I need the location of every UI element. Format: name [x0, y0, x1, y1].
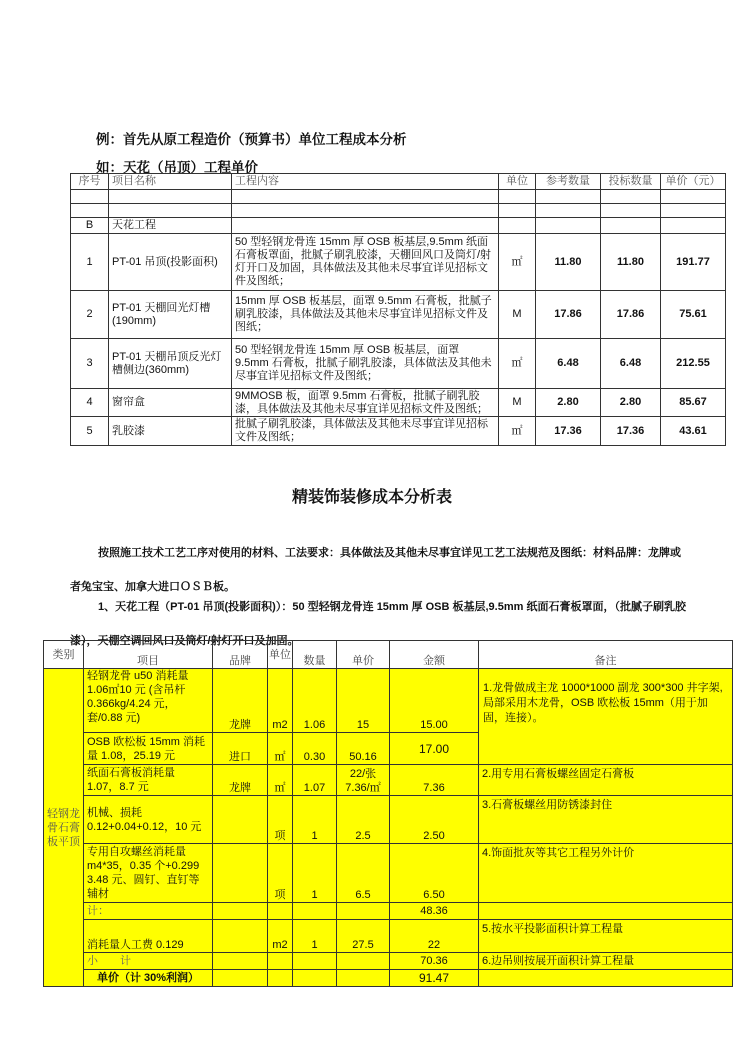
- row-unit: m2: [268, 920, 293, 953]
- table-row: [71, 291, 726, 339]
- row-bid-qty: 17.36: [601, 417, 661, 446]
- section-row: [71, 218, 726, 234]
- row-name: 窗帘盒: [109, 389, 232, 417]
- row-no: 4: [71, 389, 109, 417]
- row-qty: 1.07: [293, 765, 337, 796]
- row-qty: 1.06: [293, 669, 337, 733]
- category-cell: 轻钢龙骨石膏板平顶: [44, 669, 84, 987]
- row-brand: [213, 844, 268, 903]
- table-row: [44, 953, 733, 970]
- header-cell: 投标数量: [601, 174, 661, 190]
- page-title: 精装饰装修成本分析表: [291, 489, 452, 506]
- row-unit: ㎡: [499, 417, 536, 446]
- row-unit: M: [499, 389, 536, 417]
- ceiling-paragraph: 1、天花工程（PT-01 吊顶(投影面积)）：50 型轻钢龙骨连 15mm 厚 OSB 板基层,9.5mm 纸面石膏板罩面，（批腻子刷乳胶漆），天棚空调回风口及筒灯/射灯开口及加固。: [70, 601, 686, 647]
- row-price: 6.5: [337, 844, 390, 903]
- row-unit: M: [499, 291, 536, 339]
- row-unit: m2: [268, 669, 293, 733]
- row-price: 85.67: [661, 389, 726, 417]
- row-price: 43.61: [661, 417, 726, 446]
- intro-line-2: 如：天花（吊顶）工程单价: [96, 160, 258, 175]
- header-cell: 类别: [44, 641, 84, 669]
- row-ref-qty: 17.36: [536, 417, 601, 446]
- row-no: 2: [71, 291, 109, 339]
- row-item: 消耗量人工费 0.129: [84, 920, 213, 953]
- table-row: [71, 417, 726, 446]
- row-name: 乳胶漆: [109, 417, 232, 446]
- row-brand: 龙牌: [213, 669, 268, 733]
- row-item: 轻钢龙骨 u50 消耗量 1.06㎡10 元 (含吊杆 0.366kg/4.24 元，套/0.88 元): [84, 669, 213, 733]
- header-cell: 单价（元）: [661, 174, 726, 190]
- intro-line-1: 例：首先从原工程造价（预算书）单位工程成本分析: [96, 132, 407, 147]
- row-amount: 70.36: [390, 953, 479, 970]
- row-item: 小 计: [84, 953, 213, 970]
- header-cell: 数量: [293, 641, 337, 669]
- header-cell: 金额: [390, 641, 479, 669]
- header-cell: 备注: [479, 641, 733, 669]
- table-row: [44, 796, 733, 844]
- row-amount: 2.50: [390, 796, 479, 844]
- section-code: B: [71, 218, 109, 234]
- row-amount: 6.50: [390, 844, 479, 903]
- row-amount: 15.00: [390, 669, 479, 733]
- header-cell: 参考数量: [536, 174, 601, 190]
- table-row: [44, 920, 733, 953]
- row-amount: 22: [390, 920, 479, 953]
- row-price: 27.5: [337, 920, 390, 953]
- row-unit: ㎡: [268, 733, 293, 765]
- row-brand: 进口: [213, 733, 268, 765]
- table-row: [44, 970, 733, 987]
- table-row: [44, 903, 733, 920]
- row-unit: ㎡: [268, 765, 293, 796]
- row-content: 15mm 厚 OSB 板基层，面罩 9.5mm 石膏板，批腻子刷乳胶漆，具体做法及其他未尽事宜详见招标文件及图纸；: [232, 291, 499, 339]
- row-unit: 项: [268, 844, 293, 903]
- row-price: 75.61: [661, 291, 726, 339]
- header-cell: 序号: [71, 174, 109, 190]
- row-name: PT-01 吊顶(投影面积): [109, 234, 232, 291]
- row-content: 批腻子刷乳胶漆，具体做法及其他未尽事宜详见招标文件及图纸；: [232, 417, 499, 446]
- table-row: [44, 765, 733, 796]
- row-item: 单价（计 30%利润）: [84, 970, 213, 987]
- row-item: OSB 欧松板 15mm 消耗量 1.08，25.19 元: [84, 733, 213, 765]
- note: 6.边吊则按展开面积计算工程量: [479, 953, 733, 970]
- row-name: PT-01 天棚吊顶反光灯槽侧边(360mm): [109, 339, 232, 389]
- row-item: 纸面石膏板消耗量 1.07，8.7 元: [84, 765, 213, 796]
- header-cell: 单价: [337, 641, 390, 669]
- empty-row: [71, 190, 726, 204]
- row-qty: 1: [293, 796, 337, 844]
- row-content: 9MMOSB 板，面罩 9.5mm 石膏板，批腻子刷乳胶漆，具体做法及其他未尽事宜详见招标文件及图纸；: [232, 389, 499, 417]
- row-qty: 0.30: [293, 733, 337, 765]
- row-content: 50 型轻钢龙骨连 15mm 厚 OSB 板基层,9.5mm 纸面石膏板罩面，批腻子刷乳胶漆，天棚回风口及筒灯/射灯开口及加固，具体做法及其他未尽事宜详见招标文件及图纸；: [232, 234, 499, 291]
- note: 1.龙骨做成主龙 1000*1000 副龙 300*300 井字架,局部采用木龙骨，OSB 欧松板 15mm（用于加固，连接）。: [479, 669, 733, 765]
- table-row: [71, 389, 726, 417]
- row-ref-qty: 11.80: [536, 234, 601, 291]
- note: 3.石膏板螺丝用防锈漆封住: [479, 796, 733, 844]
- row-no: 3: [71, 339, 109, 389]
- row-ref-qty: 2.80: [536, 389, 601, 417]
- header-cell: 项目: [84, 641, 213, 669]
- row-bid-qty: 2.80: [601, 389, 661, 417]
- row-price: 191.77: [661, 234, 726, 291]
- row-bid-qty: 11.80: [601, 234, 661, 291]
- row-ref-qty: 6.48: [536, 339, 601, 389]
- empty-row: [71, 204, 726, 218]
- row-qty: 1: [293, 844, 337, 903]
- header-cell: 品牌: [213, 641, 268, 669]
- row-unit: 项: [268, 796, 293, 844]
- row-qty: 1: [293, 920, 337, 953]
- header-cell: 单位: [268, 641, 293, 669]
- row-no: 5: [71, 417, 109, 446]
- row-amount: 7.36: [390, 765, 479, 796]
- row-brand: 龙牌: [213, 765, 268, 796]
- row-item: 专用自攻螺丝消耗量 m4*35，0.35 个+0.299 3.48 元、圆钉、直钉等辅材: [84, 844, 213, 903]
- row-price: 22/张 7.36/㎡: [337, 765, 390, 796]
- row-name: PT-01 天棚回光灯槽(190mm): [109, 291, 232, 339]
- note: 4.饰面批灰等其它工程另外计价: [479, 844, 733, 903]
- row-unit: ㎡: [499, 339, 536, 389]
- table-row: [44, 844, 733, 903]
- requirements-paragraph: 按照施工技术工艺工序对使用的材料、工法要求：具体做法及其他未尽事宜详见工艺工法规范及图纸：材料品牌：龙牌或者兔宝宝、加拿大进口ＯＳＢ板。: [70, 547, 681, 593]
- row-amount: 91.47: [390, 970, 479, 987]
- row-price: 50.16: [337, 733, 390, 765]
- row-unit: ㎡: [499, 234, 536, 291]
- row-item: 计：: [84, 903, 213, 920]
- row-amount: 48.36: [390, 903, 479, 920]
- section-name: 天花工程: [109, 218, 232, 234]
- row-price: 15: [337, 669, 390, 733]
- table-row: [71, 234, 726, 291]
- row-ref-qty: 17.86: [536, 291, 601, 339]
- header-cell: 工程内容: [232, 174, 499, 190]
- row-bid-qty: 6.48: [601, 339, 661, 389]
- note: 5.按水平投影面积计算工程量: [479, 920, 733, 953]
- row-content: 50 型轻钢龙骨连 15mm 厚 OSB 板基层，面罩 9.5mm 石膏板，批腻子刷乳胶漆，具体做法及其他未尽事宜详见招标文件及图纸；: [232, 339, 499, 389]
- row-brand: [213, 796, 268, 844]
- row-item: 机械、损耗 0.12+0.04+0.12，10 元: [84, 796, 213, 844]
- unit-price-table: [70, 173, 726, 446]
- note: 2.用专用石膏板螺丝固定石膏板: [479, 765, 733, 796]
- table-header: [44, 641, 733, 669]
- table-row: [71, 339, 726, 389]
- table-row: [44, 669, 733, 733]
- header-cell: 单位: [499, 174, 536, 190]
- row-price: 2.5: [337, 796, 390, 844]
- header-cell: 项目名称: [109, 174, 232, 190]
- row-price: 212.55: [661, 339, 726, 389]
- row-no: 1: [71, 234, 109, 291]
- table-header: [71, 174, 726, 190]
- row-amount: 17.00: [390, 733, 479, 765]
- row-bid-qty: 17.86: [601, 291, 661, 339]
- cost-analysis-table: [43, 640, 733, 987]
